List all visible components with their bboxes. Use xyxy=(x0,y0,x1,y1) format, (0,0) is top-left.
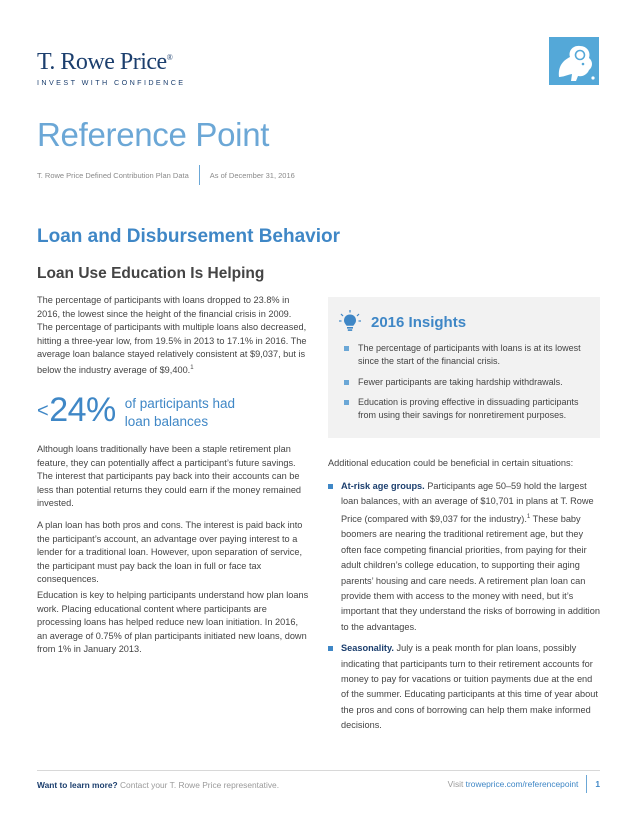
brand-logo xyxy=(37,46,186,87)
divider xyxy=(199,165,200,185)
insights-panel xyxy=(328,297,600,438)
situations-list xyxy=(328,479,600,740)
list-item: Fewer participants are taking hardship withdrawals. xyxy=(344,376,592,389)
stat-label: of participants had loan balances xyxy=(124,396,236,429)
insights-title: 2016 Insights xyxy=(371,314,467,331)
stat-value: <24% xyxy=(37,391,116,429)
paragraph-pros-cons: A plan loan has both pros and cons. The interest is paid back into the participant’s account, an advantage over paying interest to a lender for a traditional loan. However, upon separation of service, the participant must pay back the loan in full or face tax consequences. xyxy=(37,520,303,585)
article-subtitle: Loan Use Education Is Helping xyxy=(37,265,265,282)
paragraph-education: Education is key to helping participants understand how plan loans work. Placing educational content where participants are processing loans has helped reduce new loan initiation. In 2016, an average of 0.75% of plan participants initiated new loans, down from 1% in January 2013. xyxy=(37,590,309,655)
referencepoint-link[interactable]: troweprice.com/referencepoint xyxy=(465,779,579,789)
list-item: Education is proving effective in dissuading participants from using their savings for nonretirement purposes. xyxy=(344,396,592,423)
data-source: T. Rowe Price Defined Contribution Plan Data xyxy=(37,170,189,180)
report-title: Reference Point xyxy=(37,116,270,153)
insights-list xyxy=(344,342,592,429)
list-item: The percentage of participants with loans is at its lowest since the start of the financial crisis. xyxy=(344,342,592,369)
list-item: Seasonality. July is a peak month for plan loans, possibly indicating that participants turn to their retirement accounts for money to pay for vacations or tuition payments due at the end of the summer. Educating participants at this time of year about the pros and cons of borrowing can help them make informed decisions. xyxy=(328,641,600,733)
brand-name: T. Rowe Price® xyxy=(37,49,173,75)
footer-right: Visit troweprice.com/referencepoint 1 xyxy=(448,775,600,793)
intro-paragraph: The percentage of participants with loans dropped to 23.8% in 2016, the lowest since the height of the financial crisis in 2009. The percentage of participants with multiple loans also decreased, hitting a three-year low, from 19.5% in 2013 to 17.1% in 2016. The average loan balance stayed relatively consistent at $9,037, but is below the industry average of $9,400.$^1$ xyxy=(37,295,307,376)
lightbulb-icon xyxy=(339,310,361,332)
ram-icon xyxy=(549,37,599,85)
footer-cta: Want to learn more? Contact your T. Rowe Price representative. xyxy=(37,780,280,790)
page-number: 1 xyxy=(595,779,600,789)
loan-stat-callout xyxy=(37,393,255,431)
additional-education-intro: Additional education could be beneficial in certain situations: xyxy=(328,458,574,468)
article-title: Loan and Disbursement Behavior xyxy=(37,226,341,247)
list-item: At-risk age groups. Participants age 50–59 hold the largest loan balances, with an average of $10,701 in plans at T. Rowe Price (compared with $9,037 for the industry).$^1$ These baby boomers are nearing the traditional retirement age, but they often face competing financial priorities, from paying for their adult children’s college education, to supporting their aging parents’ housing and care needs. A retirement plan loan can provide them with access to the money with need, but it’s important that they understand the risks of borrowing in addition to the advantages. xyxy=(328,479,600,635)
footer-divider xyxy=(37,770,600,771)
divider xyxy=(586,775,587,793)
paragraph-loans-staple: Although loans traditionally have been a staple retirement plan feature, they can potentially affect a participant’s future savings. The interest that participants pay back into their accounts can be less than potential returns they could earn if the money remained invested. xyxy=(37,444,302,509)
brand-tagline: INVEST WITH CONFIDENCE xyxy=(37,78,186,87)
as-of-date: As of December 31, 2016 xyxy=(209,170,295,180)
report-subline xyxy=(37,165,295,185)
